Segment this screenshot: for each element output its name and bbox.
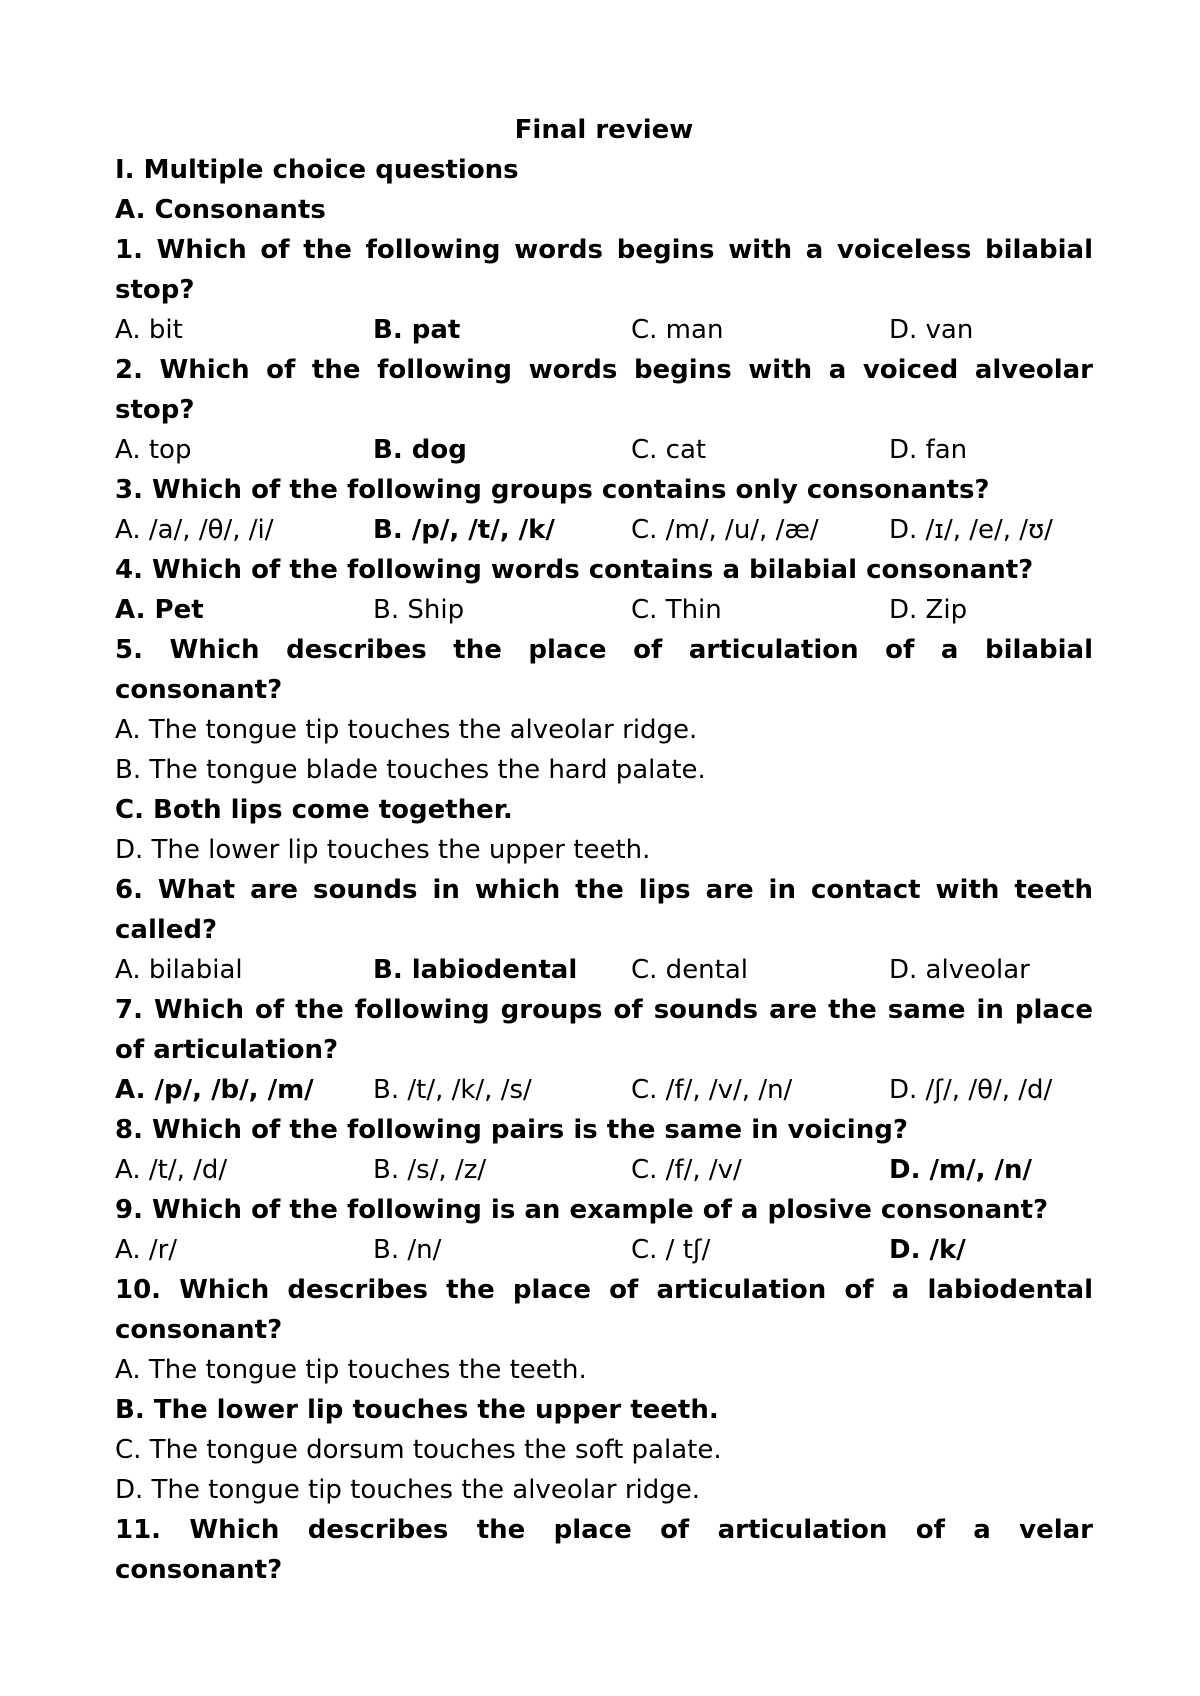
question-2-option-c: C. cat — [631, 435, 707, 465]
question-2-options — [115, 430, 1093, 470]
question-6: 6. What are sounds in which the lips are in contact with teeth called? — [115, 875, 1093, 945]
question-4-option-b: B. Ship — [373, 595, 465, 625]
question-11: 11. Which describes the place of articulation of a velar consonant? — [115, 1515, 1093, 1585]
question-3-option-d: D. /ɪ/, /e/, /ʊ/ — [889, 515, 1053, 545]
question-10: 10. Which describes the place of articulation of a labiodental consonant? — [115, 1275, 1093, 1345]
section-heading: I. Multiple choice questions — [115, 155, 519, 185]
question-6-option-b: B. labiodental — [373, 955, 578, 985]
question-2-option-b: B. dog — [373, 435, 467, 465]
question-2: 2. Which of the following words begins with a voiced alveolar stop? — [115, 355, 1093, 425]
question-8: 8. Which of the following pairs is the same in voicing? — [115, 1115, 908, 1145]
question-5: 5. Which describes the place of articulation of a bilabial consonant? — [115, 635, 1093, 705]
question-8-option-a: A. /t/, /d/ — [115, 1155, 228, 1185]
question-2-option-d: D. fan — [889, 435, 968, 465]
question-8-option-c: C. /f/, /v/ — [631, 1155, 742, 1185]
question-9-option-d: D. /k/ — [889, 1235, 966, 1265]
question-10-option-d: D. The tongue tip touches the alveolar ridge. — [115, 1475, 701, 1505]
question-10-option-a: A. The tongue tip touches the teeth. — [115, 1355, 587, 1385]
question-9-option-c: C. / tʃ/ — [631, 1235, 711, 1265]
question-6-option-a: A. bilabial — [115, 955, 243, 985]
question-4-options — [115, 590, 1093, 630]
question-8-option-b: B. /s/, /z/ — [373, 1155, 487, 1185]
question-9-option-b: B. /n/ — [373, 1235, 442, 1265]
question-8-option-d: D. /m/, /n/ — [889, 1155, 1033, 1185]
question-3-option-a: A. /a/, /θ/, /i/ — [115, 515, 274, 545]
question-1: 1. Which of the following words begins with a voiceless bilabial stop? — [115, 235, 1093, 305]
subsection-heading: A. Consonants — [115, 195, 326, 225]
question-1-option-b: B. pat — [373, 315, 461, 345]
question-1-options — [115, 310, 1093, 350]
question-9: 9. Which of the following is an example of a plosive consonant? — [115, 1195, 1049, 1225]
question-4-option-a: A. Pet — [115, 595, 204, 625]
question-4: 4. Which of the following words contains a bilabial consonant? — [115, 555, 1034, 585]
question-1-option-d: D. van — [889, 315, 974, 345]
question-5-option-b: B. The tongue blade touches the hard palate. — [115, 755, 706, 785]
question-7-option-c: C. /f/, /v/, /n/ — [631, 1075, 793, 1105]
question-5-option-c: C. Both lips come together. — [115, 795, 513, 825]
question-10-option-c: C. The tongue dorsum touches the soft palate. — [115, 1435, 722, 1465]
question-7: 7. Which of the following groups of sounds are the same in place of articulation? — [115, 995, 1093, 1065]
question-4-option-d: D. Zip — [889, 595, 968, 625]
question-3-option-c: C. /m/, /u/, /æ/ — [631, 515, 819, 545]
page-title: Final review — [514, 115, 694, 145]
question-7-option-a: A. /p/, /b/, /m/ — [115, 1075, 314, 1105]
question-9-option-a: A. /r/ — [115, 1235, 178, 1265]
question-6-options — [115, 950, 1093, 990]
question-10-option-b: B. The lower lip touches the upper teeth. — [115, 1395, 719, 1425]
question-1-option-c: C. man — [631, 315, 724, 345]
question-3-options — [115, 510, 1093, 550]
question-5-option-a: A. The tongue tip touches the alveolar ridge. — [115, 715, 698, 745]
question-8-options — [115, 1150, 1093, 1190]
question-3-option-b: B. /p/, /t/, /k/ — [373, 515, 555, 545]
question-7-options — [115, 1070, 1093, 1110]
question-6-option-d: D. alveolar — [889, 955, 1030, 985]
question-6-option-c: C. dental — [631, 955, 749, 985]
document-page — [115, 110, 1093, 1590]
question-3: 3. Which of the following groups contains only consonants? — [115, 475, 990, 505]
question-7-option-b: B. /t/, /k/, /s/ — [373, 1075, 532, 1105]
question-2-option-a: A. top — [115, 435, 192, 465]
question-7-option-d: D. /ʃ/, /θ/, /d/ — [889, 1075, 1053, 1105]
question-9-options — [115, 1230, 1093, 1270]
question-5-option-d: D. The lower lip touches the upper teeth. — [115, 835, 651, 865]
question-1-option-a: A. bit — [115, 315, 183, 345]
question-4-option-c: C. Thin — [631, 595, 722, 625]
